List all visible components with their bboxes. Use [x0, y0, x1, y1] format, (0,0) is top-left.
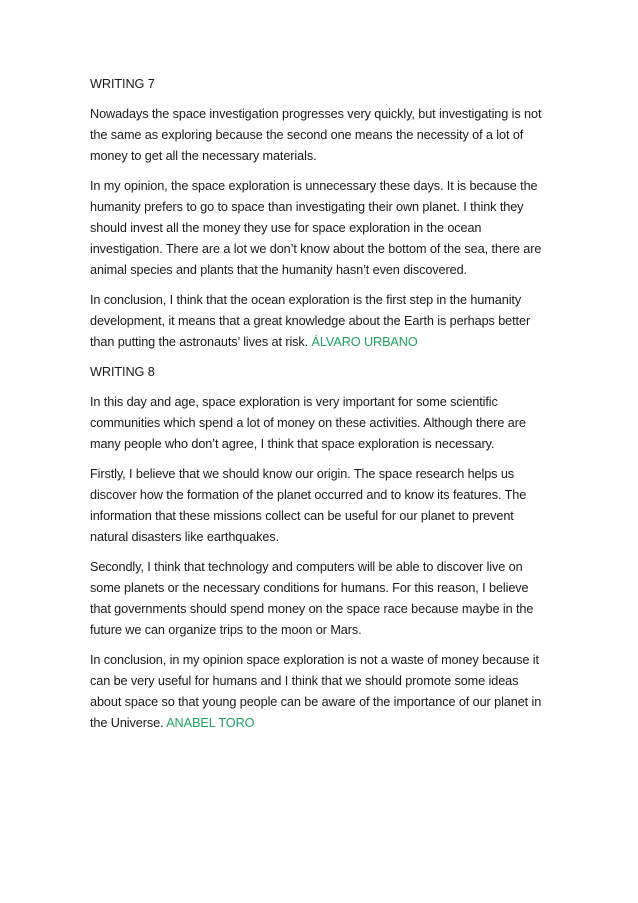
writing-8-section [90, 362, 552, 734]
writing-7-section [90, 74, 552, 353]
section-heading: WRITING 7 [90, 77, 155, 91]
paragraph: Secondly, I think that technology and computers will be able to discover live on some planets or the necessary conditions for humans. For this reason, I believe that governments should spend money on the space race because maybe in the future we can organize trips to the moon or Mars. [90, 560, 534, 637]
document-page [90, 74, 552, 743]
paragraph: Nowadays the space investigation progresses very quickly, but investigating is not the same as exploring because the second one means the necessity of a lot of money to get all the necessary materials. [90, 107, 542, 163]
author-name: ANABEL TORO [166, 716, 255, 730]
paragraph: Firstly, I believe that we should know our origin. The space research helps us discover how the formation of the planet occurred and to know its features. The information that these missions collect can be useful for our planet to prevent natural disasters like earthquakes. [90, 467, 527, 544]
paragraph [90, 290, 552, 353]
author-name: ÁLVARO URBANO [311, 335, 418, 349]
paragraph [90, 650, 552, 734]
paragraph: In my opinion, the space exploration is unnecessary these days. It is because the humanity prefers to go to space than investigating their own planet. I think they should invest all the money they use for space exploration in the ocean investigation. There are a lot we don’t know about the bottom of the sea, there are animal species and plants that the humanity hasn’t even discovered. [90, 179, 542, 277]
paragraph-text: In conclusion, in my opinion space exploration is not a waste of money because it can be very useful for humans and I think that we should promote some ideas about space so that young people can be aware of the importance of our planet in the Universe. [90, 653, 542, 730]
section-heading: WRITING 8 [90, 365, 155, 379]
paragraph-text: In conclusion, I think that the ocean exploration is the first step in the humanity development, it means that a great knowledge about the Earth is perhaps better than putting the astronauts’ lives at risk. [90, 293, 531, 349]
paragraph: In this day and age, space exploration is very important for some scientific communities which spend a lot of money on these activities. Although there are many people who don’t agree, I think that space exploration is necessary. [90, 395, 526, 451]
